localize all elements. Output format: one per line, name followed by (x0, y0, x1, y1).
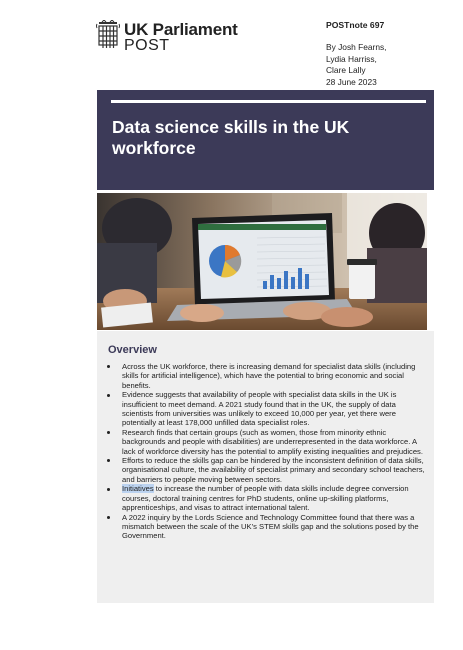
logo-text-post: POST (124, 37, 170, 54)
bullet-text: A 2022 inquiry by the Lords Science and Technology Committee found that there was a mismatch between the scale of the UK’s STEM skills gap and the solutions posed by the Government. (122, 512, 419, 541)
author-2: Lydia Harriss, (326, 53, 377, 64)
bullet-text: Research finds that certain groups (such as women, those from minority ethnic backgrounds and people with disabilities) are underrepresented in the data workforce. A lack of workforce diversity has the potential to amplify existing inequalities and prejudices. (122, 427, 423, 456)
list-item (107, 456, 425, 484)
bullet-icon (107, 516, 110, 519)
author-1: By Josh Fearns, (326, 42, 387, 52)
overview-heading: Overview (108, 344, 157, 356)
laptop-office-illustration (97, 193, 427, 330)
hero-photo (97, 193, 427, 330)
overview-bullet-list (107, 362, 425, 541)
postnote-number: POSTnote 697 (326, 20, 385, 30)
bullet-text: Across the UK workforce, there is increasing demand for specialist data skills (including skills for artificial intelligence), which have the potential to bring economic and social benefits. (122, 362, 416, 390)
title-rule (111, 100, 426, 103)
logo-text-uk-parliament: UK Parliament (124, 20, 238, 39)
portcullis-icon (96, 20, 120, 50)
page-title: Data science skills in the UK workforce (112, 117, 350, 158)
author-3: Clare Lally (326, 65, 366, 75)
title-banner (97, 90, 434, 190)
uk-parliament-post-logo (96, 20, 236, 54)
list-item (107, 428, 425, 456)
bullet-text: Efforts to reduce the skills gap can be hindered by the inconsistent definition of data skills, organisational culture, the availability of specialist primary and secondary school teachers, and barriers to people moving between sectors. (122, 456, 425, 484)
bullet-icon (107, 459, 110, 462)
list-item (107, 484, 425, 512)
bullet-icon (107, 488, 110, 491)
bullet-icon (107, 365, 110, 368)
bullet-icon (107, 394, 110, 397)
overview-box (97, 331, 434, 603)
bullet-text: to increase the number of people with data skills include degree conversion courses, doctoral training centres for PhD students, online up-skilling platforms, apprenticeships, and visas to attract international talent. (122, 484, 409, 513)
highlighted-word[interactable]: Initiatives (122, 484, 154, 494)
list-item (107, 362, 425, 390)
bullet-icon (107, 431, 110, 434)
publication-date: 28 June 2023 (326, 76, 377, 87)
postnote-meta (326, 20, 456, 88)
bullet-text: Evidence suggests that availability of people with specialist data skills in the UK is insufficient to meet demand. A 2021 study found that in the UK, the supply of data scientists from universities was unlikely to exceed 10,000 per year, yet there were potentially at least 178,000 unfilled data specialist roles. (122, 390, 397, 428)
list-item (107, 390, 425, 428)
list-item (107, 513, 425, 541)
